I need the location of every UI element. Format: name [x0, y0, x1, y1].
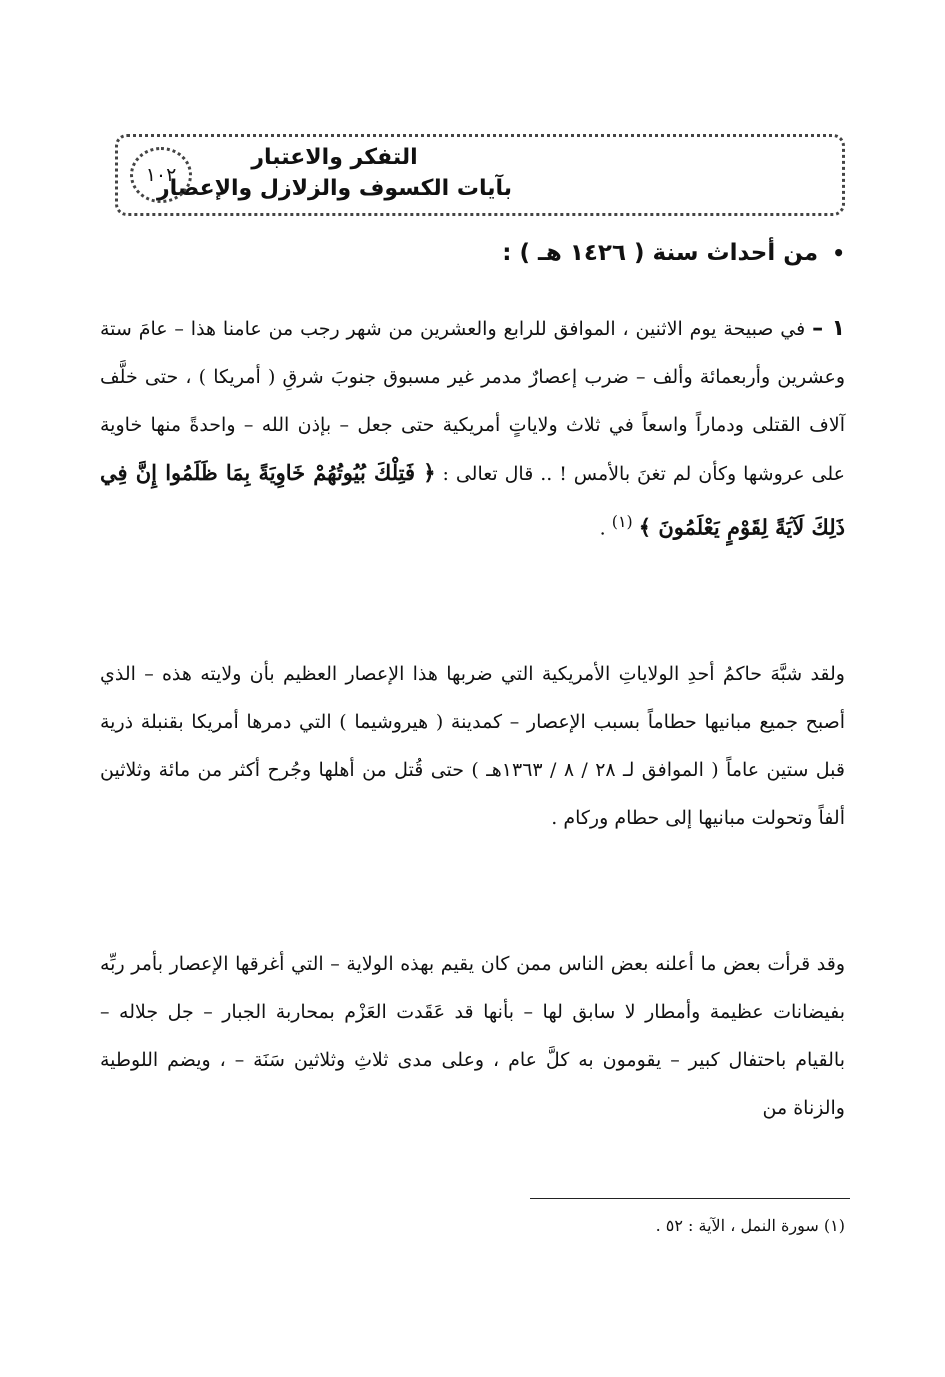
- paragraph-number: ١ –: [812, 316, 845, 341]
- page-number: ١٠٢: [130, 147, 192, 203]
- header-title-line2: بآيات الكسوف والزلازل والإعصار: [157, 176, 512, 201]
- paragraph-1-text: في صبيحة يوم الاثنين ، الموافق للرابع والعشرين من شهر رجب من عامنا هذا – عامَ ستة وعشرين وأربعمائة وألف – ضرب إعصارٌ مدمر غير مسبوق جنوبَ شرقِ ( أمريكا ) ، حتى خلَّف آلاف القتلى ودماراً واسعاً في ثلاث ولاياتٍ أمريكية حتى جعل – بإذن الله – واحدةً منها خاوية على عروشها وكأن لم تغنَ بالأمس ! .. قال تعالى :: [100, 318, 845, 485]
- section-heading: [502, 235, 845, 271]
- paragraph-1-end: .: [599, 517, 606, 540]
- paragraph-3: وقد قرأت بعض ما أعلنه بعض الناس ممن كان يقيم بهذه الولاية – التي أغرقها الإعصار بأمر ربِّه بفيضانات عظيمة وأمطار لا سابق لها – بأنها قد عَقَدت العَزْم بمحاربة الجبار – جل جلاله – بالقيام باحتفال كبير – يقومون به كلَّ عام ، وعلى مدى ثلاثِ وثلاثين سَنَة – ، ويضم اللوطية والزناة من: [100, 953, 845, 1119]
- paragraph-2: ولقد شبَّهَ حاكمُ أحدِ الولاياتِ الأمريكية التي ضربها هذا الإعصار العظيم بأن ولايته هذه – الذي أصبح جميع مبانيها حطاماً بسبب الإعصار – كمدينة ( هيروشيما ) التي دمرها أمريكا بقنبلة ذرية قبل ستين عاماً ( الموافق لـ ٢٨ / ٨ / ١٣٦٣هـ ) حتى قُتل من أهلها وجُرح أكثر من مائة وثلاثين ألفاً وتحولت مبانيها إلى حطام وركام .: [100, 663, 845, 829]
- footnote: (١) سورة النمل ، الآية : ٥٢ .: [655, 1216, 845, 1235]
- footnote-reference: (١): [611, 512, 633, 531]
- footnote-divider: [530, 1198, 850, 1199]
- paragraph-1: [100, 305, 845, 552]
- header-title-line1: التفكر والاعتبار: [251, 145, 418, 170]
- section-heading-text: من أحداث سنة ( ١٤٢٦ هـ ) :: [502, 240, 819, 266]
- bullet-icon: •: [832, 241, 845, 265]
- header-titles: [157, 143, 512, 205]
- page-header: [115, 134, 845, 216]
- quran-verse: ﴿ فَتِلْكَ بُيُوتُهُمْ خَاوِيَةً بِمَا ظَلَمُوا إِنَّ فِي ذَلِكَ لَآيَةً لِقَوْمٍ يَعْلَمُونَ ﴾: [100, 460, 845, 540]
